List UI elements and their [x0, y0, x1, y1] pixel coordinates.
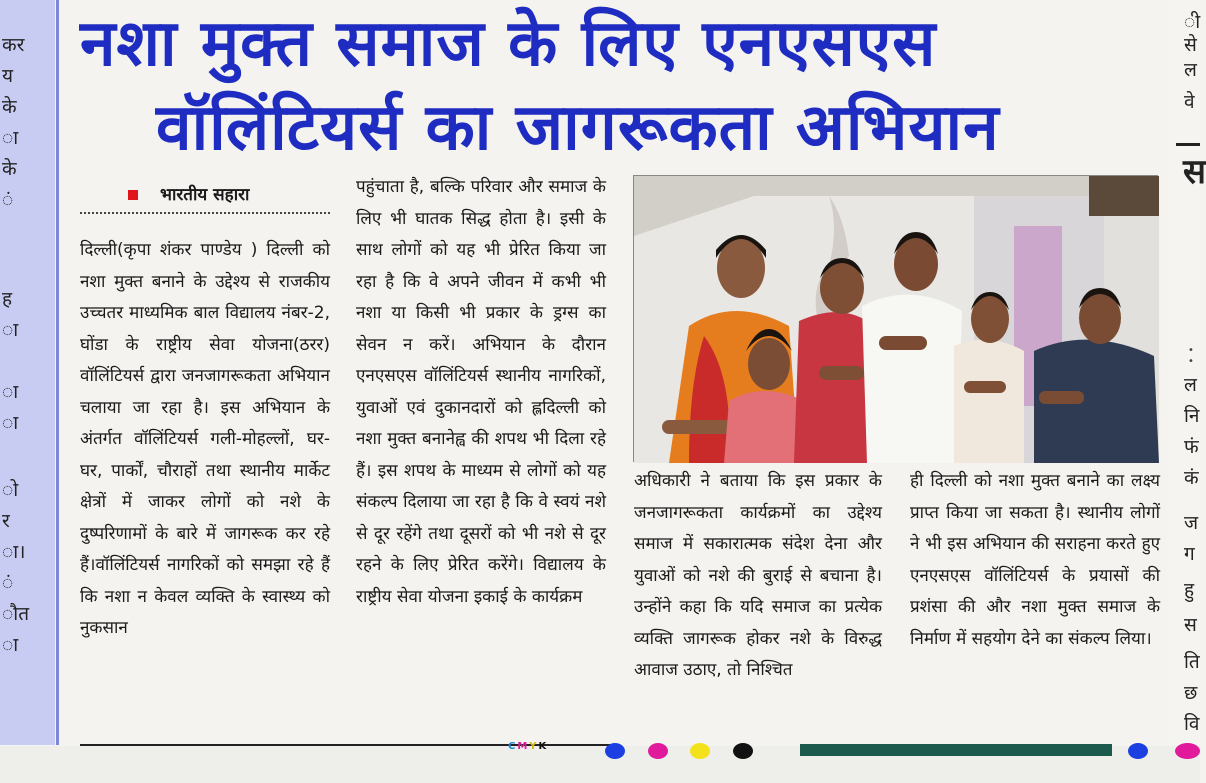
registration-dot-yellow	[690, 743, 710, 759]
right-fragment: ल	[1184, 59, 1197, 81]
cmyk-c: C	[508, 741, 518, 752]
right-fragment: ी	[1184, 11, 1201, 33]
dotted-rule	[80, 212, 330, 214]
right-fragment: हु	[1184, 579, 1195, 601]
right-dots: • •	[1188, 345, 1194, 367]
left-fragment: ा	[2, 412, 19, 434]
left-fragment: कर	[2, 34, 25, 56]
right-fragment: ज	[1184, 512, 1199, 534]
left-fragment: ो	[2, 479, 19, 501]
left-fragment: ा	[2, 381, 19, 403]
right-fragment: नि	[1184, 405, 1200, 427]
left-fragment: ौत	[2, 603, 30, 625]
left-fragment: के	[2, 96, 17, 118]
right-fragment: वे	[1184, 91, 1195, 113]
right-fragment: ग	[1184, 543, 1195, 565]
byline	[128, 182, 249, 205]
cmyk-k: K	[538, 741, 549, 752]
group-photo-icon	[634, 176, 1159, 463]
left-fragment: ं	[2, 189, 14, 211]
left-fragment: के	[2, 158, 17, 180]
left-fragment: ा	[2, 127, 19, 149]
left-fragment: ह	[2, 288, 13, 310]
article-column-3: अधिकारी ने बताया कि इस प्रकार के जनजागरूकता कार्यक्रमों का उद्देश्य समाज में सकारात्मक संदेश देना और युवाओं को नशे की बुराई से बचाना है। उन्होंने कहा कि यदि समाज का प्रत्येक व्यक्ति जागरूक होकर नशे के विरुद्ध आवाज उठाए, तो निश्चित	[634, 471, 882, 680]
headline-line-2: वॉलिंटियर्स का जागरूकता अभियान	[156, 91, 1000, 165]
headline-line-1: नशा मुक्त समाज के लिए एनएसएस	[80, 7, 937, 81]
article-column-2: पहुंचाता है, बल्कि परिवार और समाज के लिए भी घातक सिद्ध होता है। इसी के साथ लोगों को यह भी प्रेरित किया जा रहा है कि वे अपने जीवन में कभी भी नशा या किसी भी प्रकार के ड्रग्स का सेवन न करें। अभियान के दौरान एनएसएस वॉलिंटियर्स स्थानीय नागरिकों, युवाओं एवं दुकानदारों को ह्लदिल्ली को नशा मुक्त बनानेह्व की शपथ भी दिला रहे हैं। इस शपथ के माध्यम से लोगों को यह संकल्प दिलाया जा रहा है कि वे स्वयं नशे से दूर रहेंगे तथा दूसरों को भी नशे से दूर रहने के लिए प्रेरित करेंगे। विद्यालय के राष्ट्रीय सेवा योजना इकाई के कार्यक्रम	[356, 177, 606, 607]
right-fragment: ल	[1184, 374, 1197, 396]
registration-dot-black	[733, 743, 753, 759]
right-fragment-headline: स	[1183, 152, 1206, 192]
registration-dot-magenta	[648, 743, 668, 759]
right-fragment: छ	[1184, 682, 1198, 704]
right-fragment: ति	[1184, 651, 1200, 673]
article-column-1: दिल्ली(कृपा शंकर पाण्डेय ) दिल्ली को नशा मुक्त बनाने के उद्देश्य से राजकीय उच्चतर माध्यमिक बाल विद्यालय नंबर-2, घोंडा के राष्ट्रीय सेवा योजना(ठरर) वॉलिंटियर्स द्वारा जनजागरूकता अभियान चलाया जा रहा है। इस अभियान के अंतर्गत वॉलिंटियर्स गली-मोहल्लों, घर-घर, पार्कों, चौराहों तथा स्थानीय मार्केट क्षेत्रों में जाकर लोगों को नशे के दुष्परिणामों के बारे में जागरूक कर रहे हैं।वॉलिंटियर्स नागरिकों को समझा रहे हैं कि नशा न केवल व्यक्ति के स्वास्थ्य को नुकसान	[80, 240, 330, 638]
right-fragment: वि	[1184, 713, 1200, 735]
right-column-rule	[1176, 143, 1200, 146]
left-fragment: र	[2, 510, 10, 532]
bullet-square-icon	[128, 190, 138, 200]
cmyk-m: M	[517, 741, 530, 752]
color-bar-teal	[800, 744, 1112, 756]
right-fragment: कं	[1184, 467, 1199, 489]
registration-dot-blue	[605, 743, 625, 759]
right-fragment: फं	[1184, 436, 1199, 458]
left-fragment: ा	[2, 319, 19, 341]
registration-dot-magenta	[1175, 743, 1200, 759]
right-fragment: स	[1184, 614, 1197, 636]
column-divider	[56, 0, 59, 745]
registration-dot-blue	[1128, 743, 1148, 759]
byline-text: भारतीय सहारा	[160, 185, 250, 205]
right-adjacent-column	[1168, 0, 1206, 745]
article-column-4: ही दिल्ली को नशा मुक्त बनाने का लक्ष्य प्राप्त किया जा सकता है। स्थानीय लोगों ने भी इस अभियान की सराहना करते हुए एनएसएस वॉलिंटियर्स के प्रयासों की प्रशंसा की और नशा मुक्त समाज के निर्माण में सहयोग देने का संकल्प लिया।	[910, 471, 1160, 649]
right-fragment: से	[1184, 34, 1197, 56]
left-adjacent-column	[0, 0, 55, 745]
left-fragment: ा।	[2, 541, 26, 563]
news-photo	[633, 175, 1158, 462]
cmyk-y: Y	[529, 741, 539, 752]
left-fragment: ं	[2, 572, 14, 594]
cmyk-label	[508, 741, 548, 752]
left-fragment: य	[2, 65, 14, 87]
left-fragment: ा	[2, 634, 19, 656]
